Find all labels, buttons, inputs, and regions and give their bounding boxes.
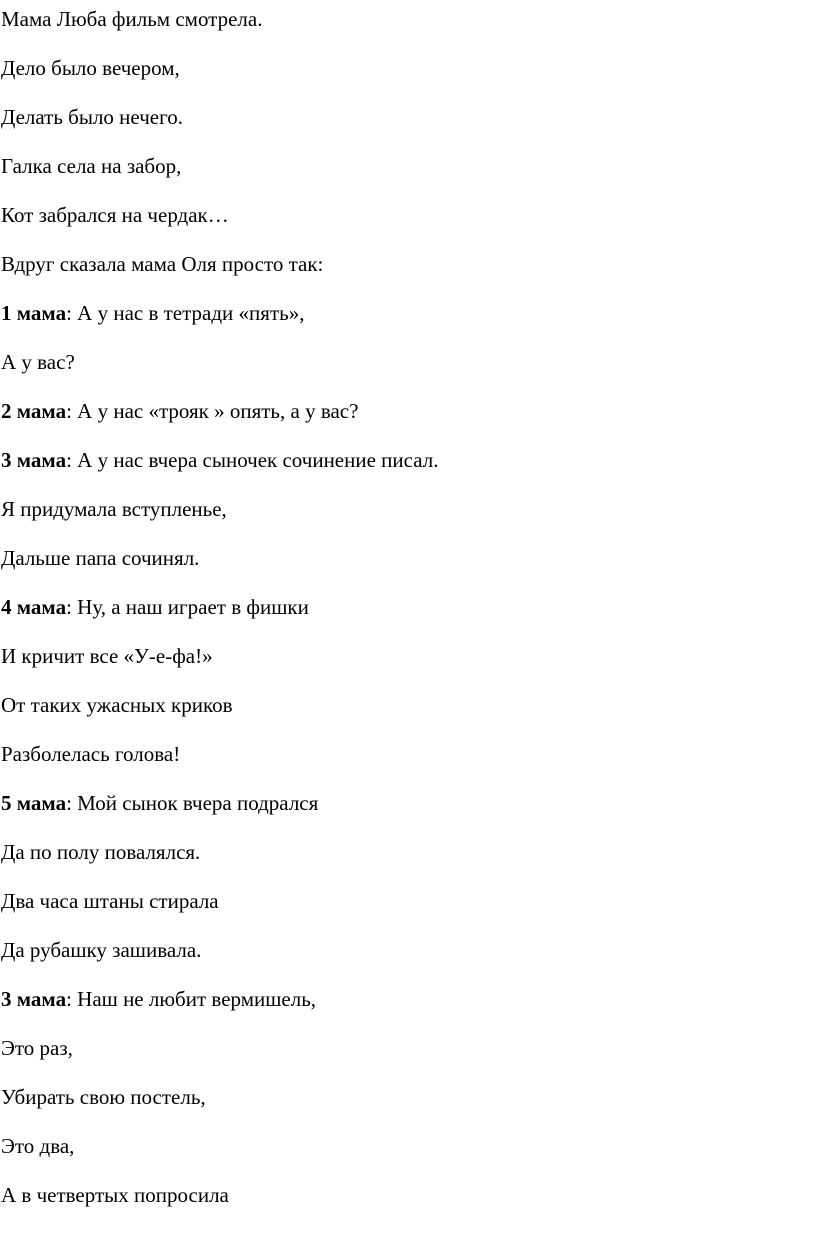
text-line: [1, 643, 213, 669]
line-text: Да по полу повалялся.: [1, 840, 201, 864]
text-line: [1, 937, 201, 963]
line-text: И кричит все «У-е-фа!»: [1, 644, 213, 668]
text-line: [1, 447, 438, 473]
text-line: [1, 496, 227, 522]
text-line: [1, 545, 199, 571]
line-text: Кот забрался на чердак…: [1, 203, 229, 227]
line-text: : А у нас вчера сыночек сочинение писал.: [66, 448, 439, 472]
line-text: : Наш не любит вермишель,: [66, 987, 317, 1011]
line-text: Галка села на забор,: [1, 154, 182, 178]
text-line: [1, 839, 200, 865]
line-text: От таких ужасных криков: [1, 693, 233, 717]
text-line: [1, 594, 309, 620]
speaker-label: 1 мама: [1, 301, 67, 325]
text-line: [1, 251, 323, 277]
text-line: [1, 790, 318, 816]
text-line: [1, 1035, 73, 1061]
text-line: [1, 398, 358, 424]
text-line: [1, 1182, 229, 1208]
line-text: : Ну, а наш играет в фишки: [66, 595, 309, 619]
line-text: Это раз,: [1, 1036, 73, 1060]
line-text: Мама Люба фильм смотрела.: [1, 7, 263, 31]
line-text: А в четвертых попросила: [1, 1183, 229, 1207]
line-text: Это два,: [1, 1134, 75, 1158]
speaker-label: 2 мама: [1, 399, 67, 423]
speaker-label: 5 мама: [1, 791, 67, 815]
line-text: Дальше папа сочинял.: [1, 546, 200, 570]
text-line: [1, 104, 183, 130]
line-text: : А у нас в тетради «пять»,: [66, 301, 305, 325]
text-line: [1, 888, 219, 914]
line-text: : Мой сынок вчера подрался: [66, 791, 319, 815]
line-text: Дело было вечером,: [1, 56, 180, 80]
line-text: Убирать свою постель,: [1, 1085, 206, 1109]
line-text: Вдруг сказала мама Оля просто так:: [1, 252, 324, 276]
line-text: Да рубашку зашивала.: [1, 938, 202, 962]
line-text: Делать было нечего.: [1, 105, 183, 129]
text-line: [1, 202, 229, 228]
text-line: [1, 692, 233, 718]
text-line: [1, 349, 75, 375]
text-line: [1, 300, 304, 326]
text-line: [1, 1133, 74, 1159]
text-line: [1, 986, 316, 1012]
line-text: Два часа штаны стирала: [1, 889, 219, 913]
speaker-label: 3 мама: [1, 448, 67, 472]
line-text: А у вас?: [1, 350, 75, 374]
line-text: : А у нас «трояк » опять, а у вас?: [66, 399, 359, 423]
line-text: Разболелась голова!: [1, 742, 181, 766]
text-line: [1, 55, 180, 81]
text-line: [1, 6, 262, 32]
text-line: [1, 153, 181, 179]
text-line: [1, 1084, 206, 1110]
text-line: [1, 741, 180, 767]
speaker-label: 3 мама: [1, 987, 67, 1011]
line-text: Я придумала вступленье,: [1, 497, 227, 521]
speaker-label: 4 мама: [1, 595, 67, 619]
